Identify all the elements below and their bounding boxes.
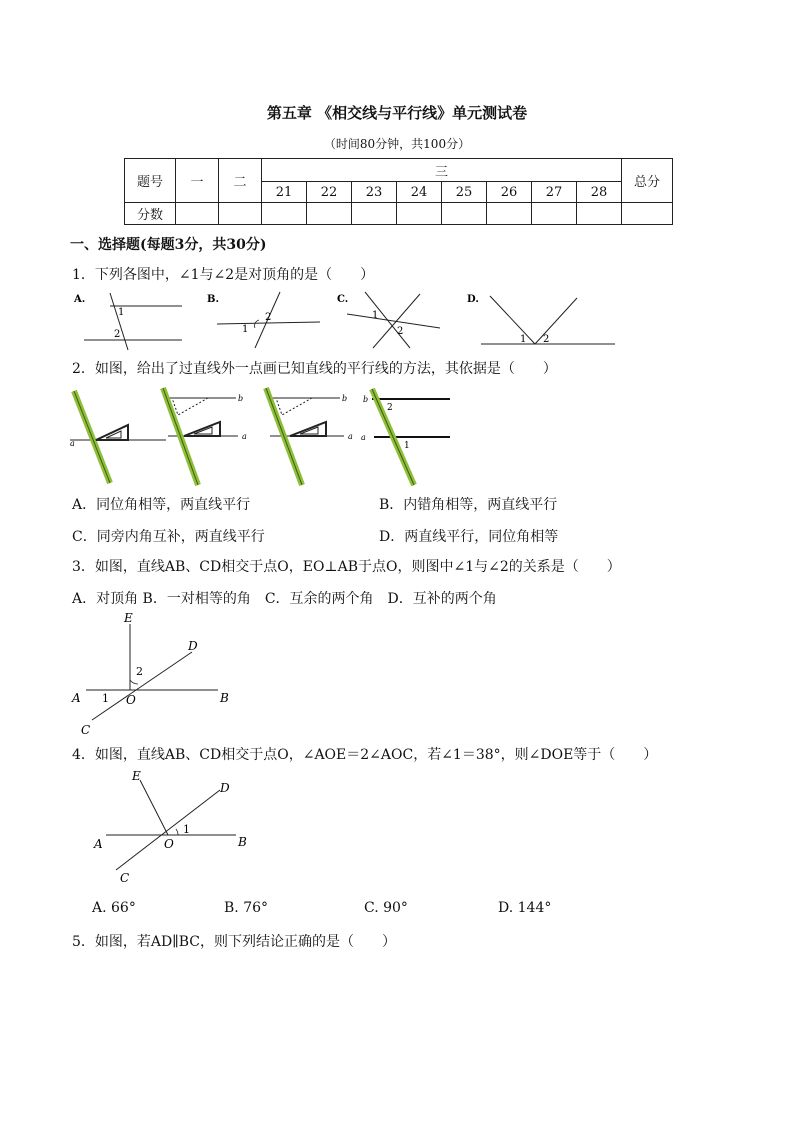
q1-label-a: A. bbox=[74, 294, 86, 305]
q2f1-line-a: a bbox=[70, 439, 75, 448]
sub-col-28: 28 bbox=[577, 182, 622, 203]
score-cell[interactable] bbox=[397, 203, 442, 225]
q3-options[interactable]: A．对顶角 B．一对相等的角 C．互余的两个角 D．互补的两个角 bbox=[72, 591, 497, 607]
score-cell[interactable] bbox=[622, 203, 673, 225]
q2f3-line-b: b bbox=[342, 394, 348, 403]
score-cell[interactable] bbox=[307, 203, 352, 225]
q1-figure-b bbox=[205, 288, 325, 352]
q2f2-line-a: a bbox=[242, 432, 247, 441]
sub-col-23: 23 bbox=[352, 182, 397, 203]
q2f4-angle-2: 2 bbox=[387, 403, 393, 413]
header-col-2: 二 bbox=[219, 159, 262, 203]
q2-option-a[interactable]: A．同位角相等，两直线平行 bbox=[72, 497, 251, 513]
header-col-1: 一 bbox=[176, 159, 219, 203]
q3-point-e: E bbox=[124, 611, 133, 625]
q4-option-d[interactable]: D. 144° bbox=[498, 900, 552, 916]
sub-col-22: 22 bbox=[307, 182, 352, 203]
score-cell[interactable] bbox=[219, 203, 262, 225]
q3-point-b: B bbox=[220, 691, 229, 705]
q4-angle-1: 1 bbox=[183, 823, 190, 836]
score-cell[interactable] bbox=[352, 203, 397, 225]
q4-option-a[interactable]: A. 66° bbox=[92, 900, 136, 916]
q4-option-c[interactable]: C. 90° bbox=[364, 900, 408, 916]
q3-point-a: A bbox=[72, 691, 81, 705]
q3-point-c: C bbox=[81, 723, 91, 737]
q2-option-b[interactable]: B．内错角相等，两直线平行 bbox=[379, 497, 558, 513]
sub-col-27: 27 bbox=[532, 182, 577, 203]
sub-col-21: 21 bbox=[262, 182, 307, 203]
q3-angle-2: 2 bbox=[136, 665, 143, 678]
score-cell[interactable] bbox=[442, 203, 487, 225]
q2-figure-1 bbox=[66, 385, 166, 485]
q1a-angle-2: 2 bbox=[114, 329, 121, 340]
q2f4-line-a: a bbox=[361, 433, 366, 442]
q1-figure-a bbox=[70, 288, 170, 352]
q2-figure-2 bbox=[158, 385, 258, 485]
q2-figure-4 bbox=[358, 385, 458, 485]
q1-figure-c bbox=[335, 288, 455, 352]
score-cell[interactable] bbox=[577, 203, 622, 225]
q4-point-a: A bbox=[94, 837, 103, 851]
q3-angle-1: 1 bbox=[102, 692, 109, 705]
q4-point-b: B bbox=[238, 835, 247, 849]
q2f3-line-a: a bbox=[348, 432, 353, 441]
score-cell[interactable] bbox=[262, 203, 307, 225]
q3-figure bbox=[68, 612, 248, 737]
question-4: 4．如图，直线AB、CD相交于点O，∠AOE＝2∠AOC，若∠1＝38°，则∠DOE等于（ ） bbox=[72, 747, 658, 763]
question-5: 5．如图，若AD∥BC，则下列结论正确的是（ ） bbox=[72, 934, 396, 950]
q4-option-b[interactable]: B. 76° bbox=[224, 900, 269, 916]
sub-col-24: 24 bbox=[397, 182, 442, 203]
page-title: 第五章 《相交线与平行线》单元测试卷 bbox=[266, 104, 528, 122]
page-subtitle: （时间80分钟，共100分） bbox=[323, 137, 471, 151]
score-cell[interactable] bbox=[176, 203, 219, 225]
score-cell[interactable] bbox=[532, 203, 577, 225]
q1b-angle-1: 1 bbox=[242, 324, 249, 335]
q2-option-d[interactable]: D．两直线平行，同位角相等 bbox=[379, 529, 559, 545]
section-heading: 一、选择题(每题3分，共30分) bbox=[70, 237, 267, 253]
q1d-angle-1: 1 bbox=[520, 334, 527, 345]
q1c-angle-2: 2 bbox=[397, 326, 404, 337]
question-2: 2．如图，给出了过直线外一点画已知直线的平行线的方法，其依据是（ ） bbox=[72, 361, 557, 377]
question-1: 1．下列各图中，∠1与∠2是对顶角的是（ ） bbox=[72, 267, 375, 283]
header-total: 总分 bbox=[622, 159, 673, 203]
q1a-angle-1: 1 bbox=[118, 307, 125, 318]
q4-point-e: E bbox=[132, 769, 141, 783]
q1-figure-d bbox=[465, 288, 615, 352]
q4-point-d: D bbox=[220, 781, 230, 795]
q4-point-c: C bbox=[120, 871, 130, 885]
q2f2-line-b: b bbox=[238, 394, 244, 403]
q4-point-o: O bbox=[164, 837, 174, 851]
q1c-angle-1: 1 bbox=[372, 310, 379, 321]
q1b-angle-2: 2 bbox=[265, 312, 272, 323]
q1d-angle-2: 2 bbox=[543, 334, 550, 345]
q3-point-d: D bbox=[188, 639, 198, 653]
q1-label-c: C. bbox=[337, 294, 349, 305]
score-cell[interactable] bbox=[487, 203, 532, 225]
q1-label-d: D. bbox=[467, 294, 479, 305]
q2-figure-3 bbox=[262, 385, 362, 485]
sub-col-25: 25 bbox=[442, 182, 487, 203]
question-3: 3．如图，直线AB、CD相交于点O，EO⊥AB于点O，则图中∠1与∠2的关系是（ ） bbox=[72, 559, 621, 575]
q2-option-c[interactable]: C．同旁内角互补，两直线平行 bbox=[72, 529, 265, 545]
score-table bbox=[124, 158, 673, 225]
sub-col-26: 26 bbox=[487, 182, 532, 203]
header-question-number: 题号 bbox=[125, 159, 176, 203]
q2f4-angle-1: 1 bbox=[404, 441, 410, 451]
q3-point-o: O bbox=[126, 693, 136, 707]
header-col-3: 三 bbox=[262, 159, 622, 182]
q1-label-b: B. bbox=[207, 294, 219, 305]
q4-figure bbox=[88, 768, 258, 888]
header-score: 分数 bbox=[125, 203, 176, 225]
q2f4-line-b: b bbox=[363, 395, 369, 404]
